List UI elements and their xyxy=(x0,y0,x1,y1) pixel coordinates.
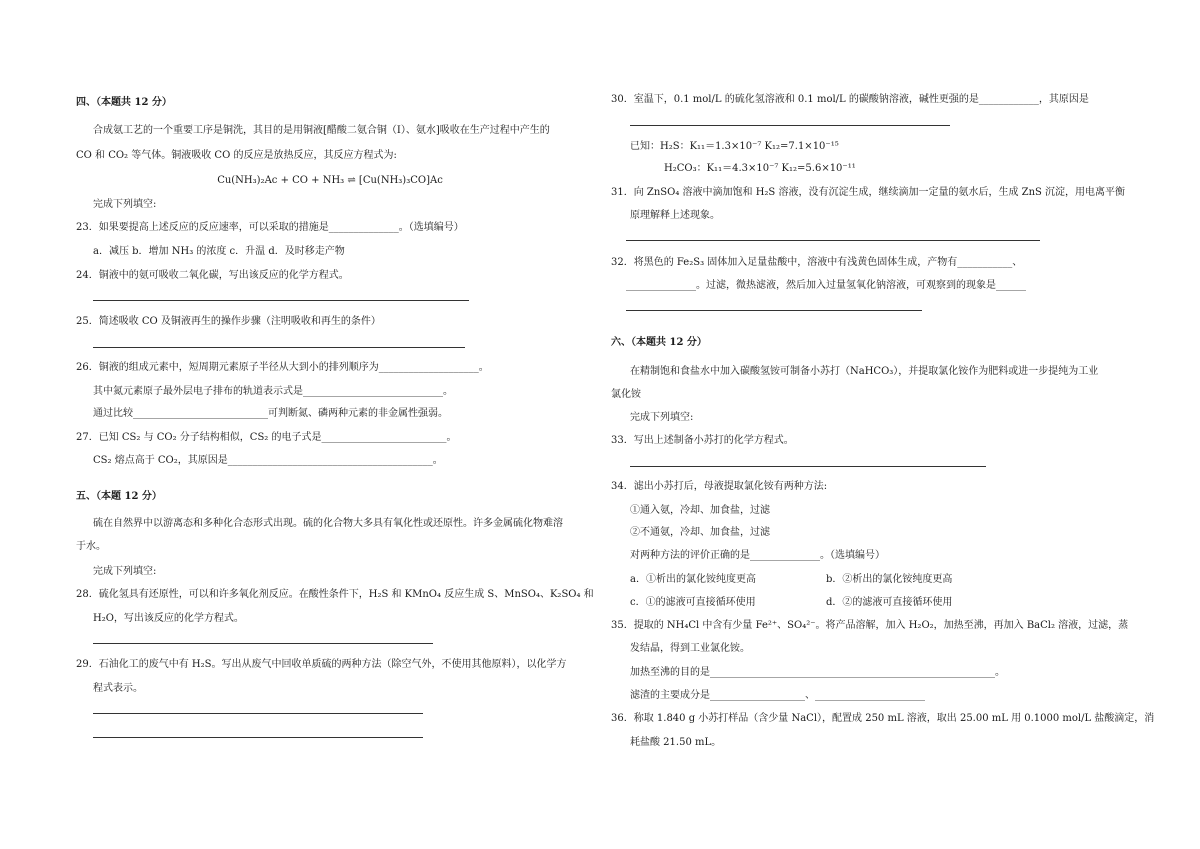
question-25: 25．简述吸收 CO 及铜液再生的操作步骤（注明吸收和再生的条件） xyxy=(76,316,381,327)
question-30-known-h2co3: H₂CO₃：K₁₁＝4.3×10⁻⁷ K₁₂=5.6×10⁻¹¹ xyxy=(664,163,856,174)
question-28: 28．硫化氢具有还原性，可以和许多氧化剂反应。在酸性条件下，H₂S 和 KMnO₄ 反应生成 S、MnSO₄、K₂SO₄ 和 xyxy=(76,589,594,600)
answer-line[interactable] xyxy=(630,125,950,126)
question-35-part-b: 发结晶，得到工业氯化铵。 xyxy=(630,643,750,654)
option-c: c．①的滤液可直接循环使用 xyxy=(630,597,756,608)
answer-line[interactable] xyxy=(93,300,469,301)
question-35-part-c: 加热至沸的目的是_________________________________________________________。 xyxy=(630,667,1005,678)
section-4-title: 四、（本题共 12 分） xyxy=(76,97,172,108)
question-34-prompt: 对两种方法的评价正确的是______________。（选填编号） xyxy=(630,550,885,561)
option-d: d．②的滤液可直接循环使用 xyxy=(826,597,953,608)
question-31: 31．向 ZnSO₄ 溶液中滴加饱和 H₂S 溶液，没有沉淀生成，继续滴加一定量的氨水后，生成 ZnS 沉淀，用电离平衡 xyxy=(611,187,1126,198)
question-26-part-b: 其中氮元素原子最外层电子排布的轨道表示式是____________________________。 xyxy=(93,386,453,397)
fill-in-prompt: 完成下列填空: xyxy=(630,412,694,423)
question-34: 34．滤出小苏打后，母液提取氯化铵有两种方法: xyxy=(611,481,828,492)
question-35-part-d: 滤渣的主要成分是___________________、______________________ xyxy=(630,690,925,701)
question-30-known-h2s: 已知：H₂S：K₁₁＝1.3×10⁻⁷ K₁₂=7.1×10⁻¹⁵ xyxy=(630,141,839,152)
option-b: b．②析出的氯化铵纯度更高 xyxy=(826,574,953,585)
section-5-intro-line2: 于水。 xyxy=(76,541,106,552)
question-26: 26．铜液的组成元素中，短周期元素原子半径从大到小的排列顺序为____________________。 xyxy=(76,362,489,373)
question-23: 23．如果要提高上述反应的反应速率，可以采取的措施是______________。（选填编号） xyxy=(76,222,464,233)
answer-line[interactable] xyxy=(93,713,423,714)
answer-line[interactable] xyxy=(626,310,922,311)
answer-line[interactable] xyxy=(93,643,433,644)
question-27: 27．已知 CS₂ 与 CO₂ 分子结构相似，CS₂ 的电子式是_________________________。 xyxy=(76,432,457,443)
question-33: 33．写出上述制备小苏打的化学方程式。 xyxy=(611,435,794,446)
answer-line[interactable] xyxy=(630,466,986,467)
answer-line[interactable] xyxy=(93,347,465,348)
question-29: 29．石油化工的废气中有 H₂S。写出从废气中回收单质硫的两种方法（除空气外，不使用其他原料），以化学方 xyxy=(76,659,567,670)
question-32: 32．将黑色的 Fe₂S₃ 固体加入足量盐酸中，溶液中有浅黄色固体生成，产物有___________、 xyxy=(611,257,1023,268)
question-34-method-1: ①通入氨，冷却、加食盐，过滤 xyxy=(630,505,770,516)
section-4-intro-line1: 合成氨工艺的一个重要工序是铜洗，其目的是用铜液[醋酸二氨合铜（Ⅰ）、氨水]吸收在生产过程中产生的 xyxy=(93,125,550,136)
question-31-part-b: 原理解释上述现象。 xyxy=(630,210,720,221)
answer-line[interactable] xyxy=(93,737,423,738)
section-6-title: 六、（本题共 12 分） xyxy=(611,337,707,348)
question-35: 35．提取的 NH₄Cl 中含有少量 Fe²⁺、SO₄²⁻。将产品溶解，加入 H₂O₂，加热至沸，再加入 BaCl₂ 溶液，过滤，蒸 xyxy=(611,620,1129,631)
question-28-part-b: H₂O，写出该反应的化学方程式。 xyxy=(93,613,244,624)
fill-in-prompt: 完成下列填空: xyxy=(93,566,157,577)
answer-line[interactable] xyxy=(626,240,1040,241)
section-5-intro-line1: 硫在自然界中以游离态和多种化合态形式出现。硫的化合物大多具有氧化性或还原性。许多金属硫化物难溶 xyxy=(93,518,563,529)
question-34-method-2: ②不通氨，冷却、加食盐，过滤 xyxy=(630,527,770,538)
question-29-part-b: 程式表示。 xyxy=(93,683,143,694)
question-36-part-b: 耗盐酸 21.50 mL。 xyxy=(630,737,722,748)
question-24: 24．铜液中的氨可吸收二氧化碳，写出该反应的化学方程式。 xyxy=(76,270,349,281)
section-6-intro-line2: 氯化铵 xyxy=(611,389,641,400)
question-30: 30．室温下，0.1 mol/L 的硫化氢溶液和 0.1 mol/L 的碳酸钠溶液，碱性更强的是____________，其原因是 xyxy=(611,94,1089,105)
option-a: a．①析出的氯化铵纯度更高 xyxy=(630,574,756,585)
question-23-options: a．减压 b．增加 NH₃ 的浓度 c．升温 d．及时移走产物 xyxy=(93,246,345,257)
question-26-part-c: 通过比较___________________________可判断氮、磷两种元素的非金属性强弱。 xyxy=(93,408,448,419)
question-27-part-b: CS₂ 熔点高于 CO₂，其原因是_________________________________________。 xyxy=(93,455,443,466)
section-6-intro-line1: 在精制饱和食盐水中加入碳酸氢铵可制备小苏打（NaHCO₃），并提取氯化铵作为肥料或进一步提纯为工业 xyxy=(630,366,1099,377)
reaction-equation: Cu(NH₃)₂Ac + CO + NH₃ ⇌ [Cu(NH₃)₃CO]Ac xyxy=(217,175,443,186)
section-5-title: 五、（本题 12 分） xyxy=(76,491,162,502)
section-4-intro-line2: CO 和 CO₂ 等气体。铜液吸收 CO 的反应是放热反应，其反应方程式为: xyxy=(76,150,397,161)
question-36: 36．称取 1.840 g 小苏打样品（含少量 NaCl），配置成 250 mL 溶液，取出 25.00 mL 用 0.1000 mol/L 盐酸滴定，消 xyxy=(611,713,1155,724)
fill-in-prompt: 完成下列填空: xyxy=(93,199,157,210)
question-32-part-b: ______________。过滤，微热滤液，然后加入过量氢氧化钠溶液，可观察到的现象是______ xyxy=(626,280,1026,291)
